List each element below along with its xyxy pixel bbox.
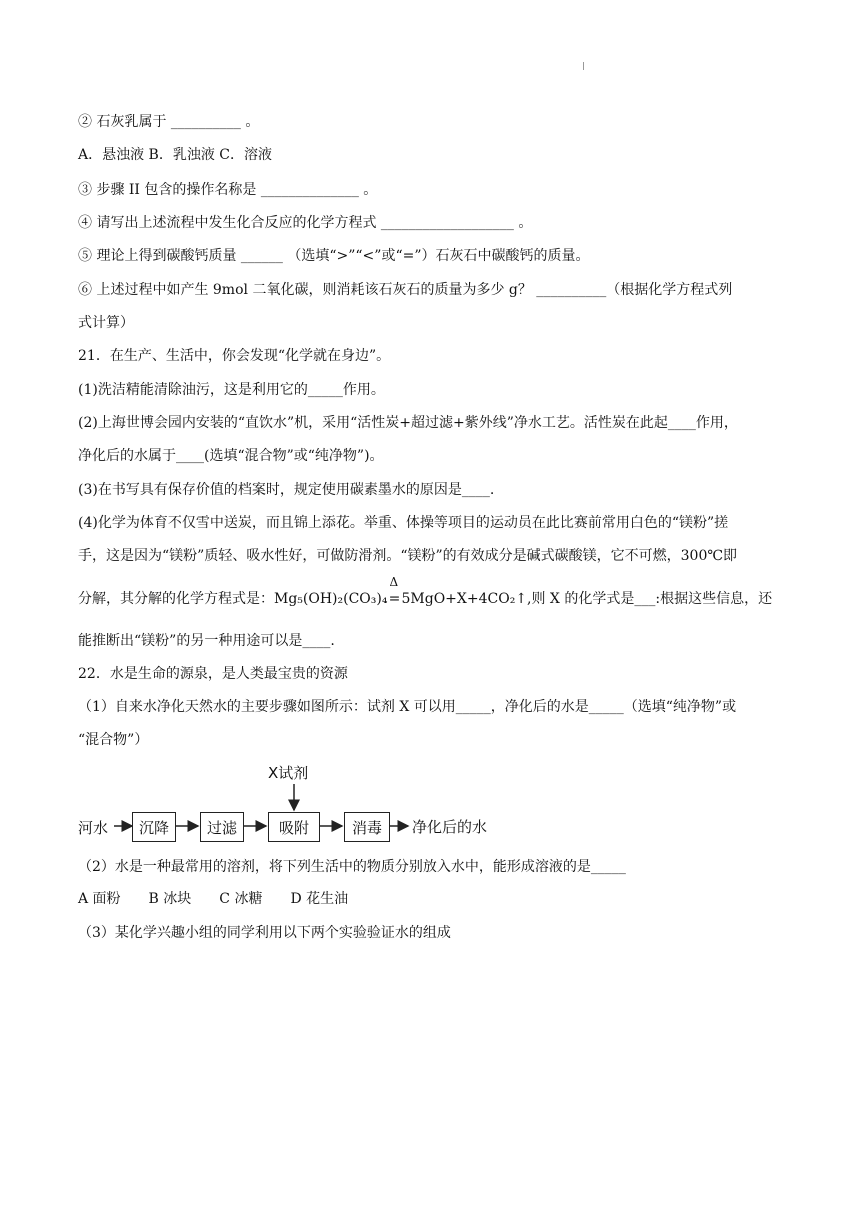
page-mark — [583, 62, 584, 70]
q21-equation-line — [78, 575, 773, 609]
step-box-settle: 沉降 — [132, 812, 176, 842]
q20-part2: ② 石灰乳属于 __________ 。 — [78, 114, 260, 130]
heat-condition — [387, 575, 401, 609]
q22-sub1-cont: “混合物”） — [78, 732, 149, 748]
q22-heading: 22．水是生命的源泉，是人类最宝贵的资源 — [78, 666, 348, 682]
q20-part2-options: A．悬浊液 B．乳浊液 C．溶液 — [78, 147, 273, 163]
q20-part6: ⑥ 上述过程中如产生 9mol 二氧化碳，则消耗该石灰石的质量为多少 g？ __________（根据化学方程式列 — [78, 282, 733, 298]
q21-sub3: (3)在书写具有保存价值的档案时，规定使用碳素墨水的原因是____. — [78, 482, 495, 498]
result-label: 净化后的水 — [412, 818, 488, 836]
q21-sub2-cont: 净化后的水属于____(选填“混合物”或“纯净物”)。 — [78, 448, 384, 464]
q22-sub1: （1）自来水净化天然水的主要步骤如图所示：试剂 X 可以用_____，净化后的水是_____（选填“纯净物”或 — [78, 699, 737, 715]
q21-sub2: (2)上海世博会园内安装的“直饮水”机，采用“活性炭+超过滤+紫外线”净水工艺。活性炭在此起____作用， — [78, 415, 738, 431]
equals-sign: = — [388, 591, 401, 607]
step-box-disinfect: 消毒 — [344, 812, 390, 842]
q21-sub4: (4)化学为体育不仅雪中送炭，而且锦上添花。举重、体操等项目的运动员在此比赛前常用白色的“镁粉”搓 — [78, 515, 729, 531]
water-purification-flow-diagram — [78, 762, 508, 852]
delta-symbol: Δ — [389, 575, 399, 589]
step-box-filter: 过滤 — [200, 812, 244, 842]
q21-sub4-cont: 手，这是因为“镁粉”质轻、吸水性好，可做防滑剂。“镁粉”的有效成分是碱式碳酸镁，它不可燃，300℃即 — [78, 548, 738, 564]
q21-sub4-end: 能推断出“镁粉”的另一种用途可以是____. — [78, 633, 335, 649]
source-label: 河水 — [78, 819, 109, 837]
equation-before: 分解，其分解的化学方程式是：Mg₅(OH)₂(CO₃)₄ — [78, 591, 388, 607]
step-box-adsorb: 吸附 — [268, 812, 320, 842]
reagent-label: X试剂 — [268, 764, 309, 782]
q20-part3: ③ 步骤 II 包含的操作名称是 ______________ 。 — [78, 182, 378, 198]
q22-sub3: （3）某化学兴趣小组的同学利用以下两个实验验证水的组成 — [78, 925, 451, 941]
q22-sub2-options: A 面粉 B 冰块 C 冰糖 D 花生油 — [78, 891, 349, 907]
q20-part5: ⑤ 理论上得到碳酸钙质量 ______ （选填“>”“<”或“=”）石灰石中碳酸钙的质量。 — [78, 248, 590, 264]
q22-sub2: （2）水是一种最常用的溶剂，将下列生活中的物质分别放入水中，能形成溶液的是_____ — [78, 859, 626, 875]
equation-after: 5MgO+X+4CO₂↑,则 X 的化学式是___:根据这些信息，还 — [401, 591, 773, 607]
q21-heading: 21．在生产、生活中，你会发现“化学就在身边”。 — [78, 348, 391, 364]
q21-sub1: (1)洗洁精能清除油污，这是利用它的_____作用。 — [78, 382, 385, 398]
q20-part4: ④ 请写出上述流程中发生化合反应的化学方程式 ___________________ 。 — [78, 215, 533, 231]
q20-part6-cont: 式计算） — [78, 315, 134, 331]
